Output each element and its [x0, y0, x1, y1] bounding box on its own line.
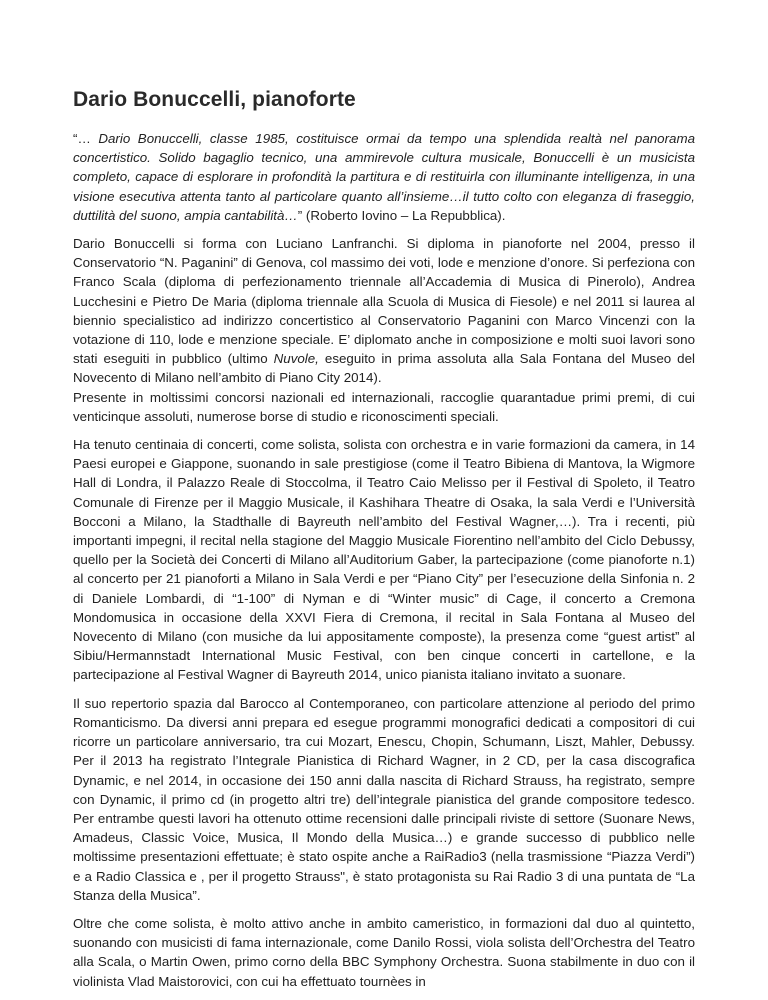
- composition-title: Nuvole,: [273, 351, 319, 367]
- press-quote-paragraph: [73, 129, 695, 225]
- quote-attribution: ” (Roberto Iovino – La Repubblica).: [297, 207, 506, 223]
- quote-text: Dario Bonuccelli, classe 1985, costituisce ormai da tempo una splendida realtà nel panorama concertistico. Solido bagaglio tecnico, una ammirevole cultura musicale, Bonuccelli è un musicista completo, capace di esplorare in profondità la partitura e di restituirla con illuminante intelligenza, in una visione esecutiva attenta tanto al particolare quanto all’insieme…il tutto colto con eleganza di fraseggio, duttilità del suono, ampia cantabilità…: [73, 131, 695, 223]
- repertoire-paragraph: Il suo repertorio spazia dal Barocco al Contemporaneo, con particolare attenzione al periodo del primo Romanticismo. Da diversi anni prepara ed esegue programmi monografici dedicati a compositori di cui ricorre un particolare anniversario, tra cui Mozart, Enescu, Chopin, Schumann, Liszt, Mahler, Debussy. Per il 2013 ha registrato l’Integrale Pianistica di Richard Wagner, in 2 CD, per la casa discografica Dynamic, e nel 2014, in occasione dei 150 anni dalla nascita di Richard Strauss, ha registrato, sempre con Dynamic, il primo cd (in progetto altri tre) dell’integrale pianistica del grande compositore tedesco. Per entrambe questi lavori ha ottenuto ottime recensioni dalle principali riviste di settore (Suonare News, Amadeus, Classic Voice, Musica, Il Mondo della Musica…) e grande successo di pubblico nelle moltissime presentazioni effettuate; è stato ospite anche a RaiRadio3 (nella trasmissione “Piazza Verdi”) e a Radio Classica e , per il progetto Strauss", è stato protagonista su Rai Radio 3 di una puntata de “La Stanza della Musica”.: [73, 695, 695, 903]
- document-page: [73, 86, 695, 1000]
- education-paragraph: [73, 234, 695, 426]
- document-title: Dario Bonuccelli, pianoforte: [73, 88, 356, 111]
- awards-text: Presente in moltissimi concorsi nazionali ed internazionali, raccoglie quarantadue primi premi, di cui venticinque assoluti, numerose borse di studio e riconoscimenti speciali.: [73, 389, 695, 424]
- education-text-end: eseguito in prima assoluta alla Sala Fontana del Museo del Novecento di Milano nell’ambito di Piano City 2014).: [73, 351, 695, 386]
- concerts-paragraph: Ha tenuto centinaia di concerti, come solista, solista con orchestra e in varie formazioni da camera, in 14 Paesi europei e Giappone, suonando in sale prestigiose (come il Teatro Bibiena di Mantova, la Wigmore Hall di Londra, il Palazzo Reale di Stoccolma, il Teatro Caio Melisso per il Festival di Spoleto, il Teatro Comunale di Firenze per il Maggio Musicale, il Kashihara Theatre di Osaka, la sala Verdi e l’Università Bocconi a Milano, la Stadthalle di Bayreuth nell’ambito del Festival Wagner,…). Tra i recenti, più importanti impegni, il recital nella stagione del Maggio Musicale Fiorentino nell’ambito del Ciclo Debussy, quello per la Società dei Concerti di Milano all’Auditorium Gaber, la partecipazione (come pianoforte n.1) al concerto per 21 pianoforti a Milano in Sala Verdi e per “Piano City” per l’esecuzione della Sinfonia n. 2 di Daniele Lombardi, di “1-100” di Nyman e di “Winter music” di Cage, il concerto a Cremona Mondomusica in occasione della XXVI Fiera di Cremona, il recital in Sala Fontana al Museo del Novecento di Milano (con musiche da lui appositamente composte), la presenza come “guest artist” al Sibiu/Hermannstadt International Music Festival, con ben cinque concerti in cartellone, e la partecipazione al Festival Wagner di Bayreuth 2014, unico pianista italiano invitato a suonare.: [73, 437, 695, 683]
- education-text: Dario Bonuccelli si forma con Luciano Lanfranchi. Si diploma in pianoforte nel 2004, presso il Conservatorio “N. Paganini” di Genova, col massimo dei voti, lode e menzione d’onore. Si perfeziona con Franco Scala (diploma di perfezionamento triennale all’Accademia di Musica di Pinerolo), Andrea Lucchesini e Pietro De Maria (diploma triennale alla Scuola di Musica di Fiesole) e nel 2011 si laurea al biennio specialistico ad indirizzo concertistico al Conservatorio Paganini con Marco Vincenzi con la votazione di 110, lode e menzione speciale. E’ diplomato anche in composizione e molti suoi lavori sono stati eseguiti in pubblico (ultimo: [73, 236, 695, 367]
- chamber-music-paragraph: Oltre che come solista, è molto attivo anche in ambito cameristico, in formazioni dal duo al quintetto, suonando con musicisti di fama internazionale, come Danilo Rossi, viola solista dell’Orchestra del Teatro alla Scala, o Martin Owen, primo corno della BBC Symphony Orchestra. Suona stabilmente in duo con il violinista Vlad Maistorovici, con cui ha effettuato tournèes in: [73, 915, 695, 989]
- quote-open: “…: [73, 131, 99, 146]
